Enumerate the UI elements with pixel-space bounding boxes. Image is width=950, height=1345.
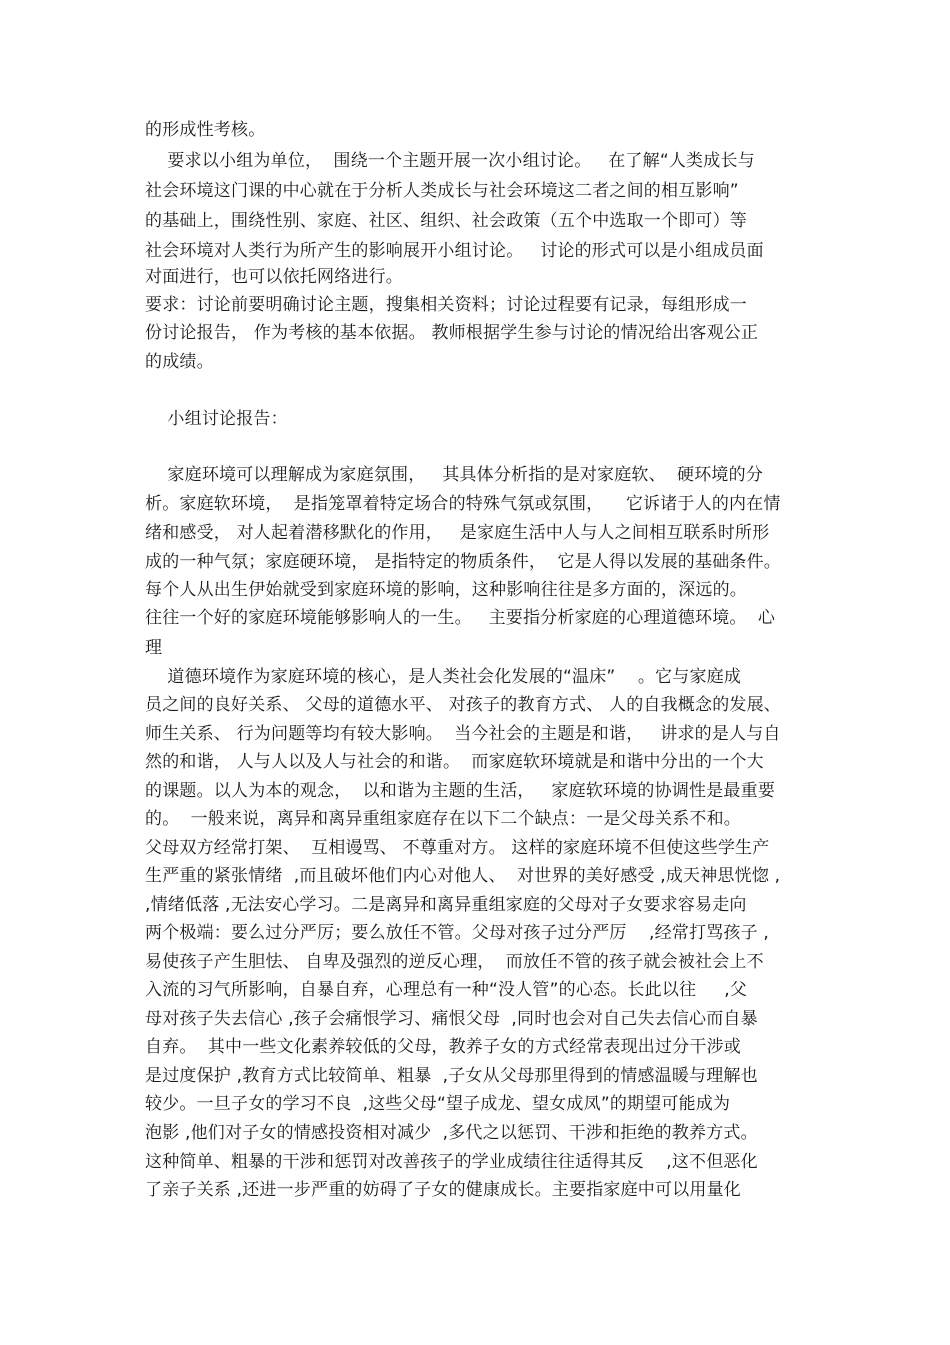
text-line: 要求：讨论前要明确讨论主题，搜集相关资料；讨论过程要有记录，每组形成一 [145,295,747,315]
text-line: 的课题。以人为本的观念， 以和谐为主题的生活， 家庭软环境的协调性是最重要 [145,781,776,801]
text-line: 社会环境对人类行为所产生的影响展开小组讨论。 讨论的形式可以是小组成员面 [145,241,764,261]
text-line: 的形成性考核。 [145,120,266,140]
text-line: 的基础上，围绕性别、家庭、社区、组织、社会政策（五个中选取一个即可）等 [145,211,747,231]
text-line: 两个极端：要么过分严厉；要么放任不管。父母对孩子过分严厉 ,经常打骂孩子 , [145,923,770,943]
text-line: 泡影 ,他们对子女的情感投资相对减少 ,多代之以惩罚、干涉和拒绝的教养方式。 [145,1123,758,1143]
text-line: 社会环境这门课的中心就在于分析人类成长与社会环境这二者之间的相互影响” [145,181,739,201]
text-line: 道德环境作为家庭环境的核心，是人类社会化发展的“温床” 。它与家庭成 [145,667,742,687]
text-line: 要求以小组为单位， 围绕一个主题开展一次小组讨论。 在了解“人类成长与 [145,151,755,171]
section-heading: 小组讨论报告： [145,409,288,429]
text-line: 父母双方经常打架、 互相谩骂、 不尊重对方。 这样的家庭环境不但使这些学生产 [145,838,770,858]
text-line: 员之间的良好关系、 父母的道德水平、 对孩子的教育方式、 人的自我概念的发展、 [145,695,782,715]
text-line: 了亲子关系 ,还进一步严重的妨碍了子女的健康成长。主要指家庭中可以用量化 [145,1180,742,1200]
text-line: 理 [145,638,163,658]
text-line: ,情绪低落 ,无法安心学习。二是离异和离异重组家庭的父母对子女要求容易走向 [145,895,747,915]
text-line: 每个人从出生伊始就受到家庭环境的影响，这种影响往往是多方面的，深远的。 [145,580,747,600]
text-line: 生严重的紧张情绪 ,而且破坏他们内心对他人、 对世界的美好感受 ,成天神思恍惚 , [145,866,781,886]
text-line: 份讨论报告， 作为考核的基本依据。 教师根据学生参与讨论的情况给出客观公正 [145,323,759,343]
text-line: 家庭环境可以理解成为家庭氛围， 其具体分析指的是对家庭软、 硬环境的分 [145,465,764,485]
text-line: 的成绩。 [145,352,214,372]
text-line: 的。 一般来说，离异和离异重组家庭存在以下二个缺点：一是父母关系不和。 [145,809,742,829]
text-line: 入流的习气所影响，自暴自弃，心理总有一种“没人管”的心态。长此以往 ,父 [145,980,748,1000]
text-line: 成的一种气氛；家庭硬环境， 是指特定的物质条件， 它是人得以发展的基础条件。 [145,552,782,572]
text-line: 对面进行，也可以依托网络进行。 [145,267,403,287]
text-line: 母对孩子失去信心 ,孩子会痛恨学习、痛恨父母 ,同时也会对自己失去信心而自暴 [145,1009,758,1029]
text-line: 然的和谐， 人与人以及人与社会的和谐。 而家庭软环境就是和谐中分出的一个大 [145,752,764,772]
text-line: 自弃。 其中一些文化素养较低的父母，教养子女的方式经常表现出过分干涉或 [145,1037,742,1057]
text-line: 这种简单、粗暴的干涉和惩罚对改善孩子的学业成绩往往适得其反 ,这不但恶化 [145,1152,758,1172]
text-line: 析。家庭软环境， 是指笼罩着特定场合的特殊气氛或氛围， 它诉诸于人的内在情 [145,494,781,514]
text-line: 绪和感受， 对人起着潜移默化的作用， 是家庭生活中人与人之间相互联系时所形 [145,523,770,543]
text-line: 较少。一旦子女的学习不良 ,这些父母“望子成龙、望女成凤”的期望可能成为 [145,1094,731,1114]
text-line: 往往一个好的家庭环境能够影响人的一生。 主要指分析家庭的心理道德环境。 心 [145,608,776,628]
text-line: 易使孩子产生胆怯、 自卑及强烈的逆反心理， 而放任不管的孩子就会被社会上不 [145,952,764,972]
text-line: 是过度保护 ,教育方式比较简单、粗暴 ,子女从父母那里得到的情感温暖与理解也 [145,1066,758,1086]
text-line: 师生关系、 行为问题等均有较大影响。 当今社会的主题是和谐， 讲求的是人与自 [145,724,781,744]
